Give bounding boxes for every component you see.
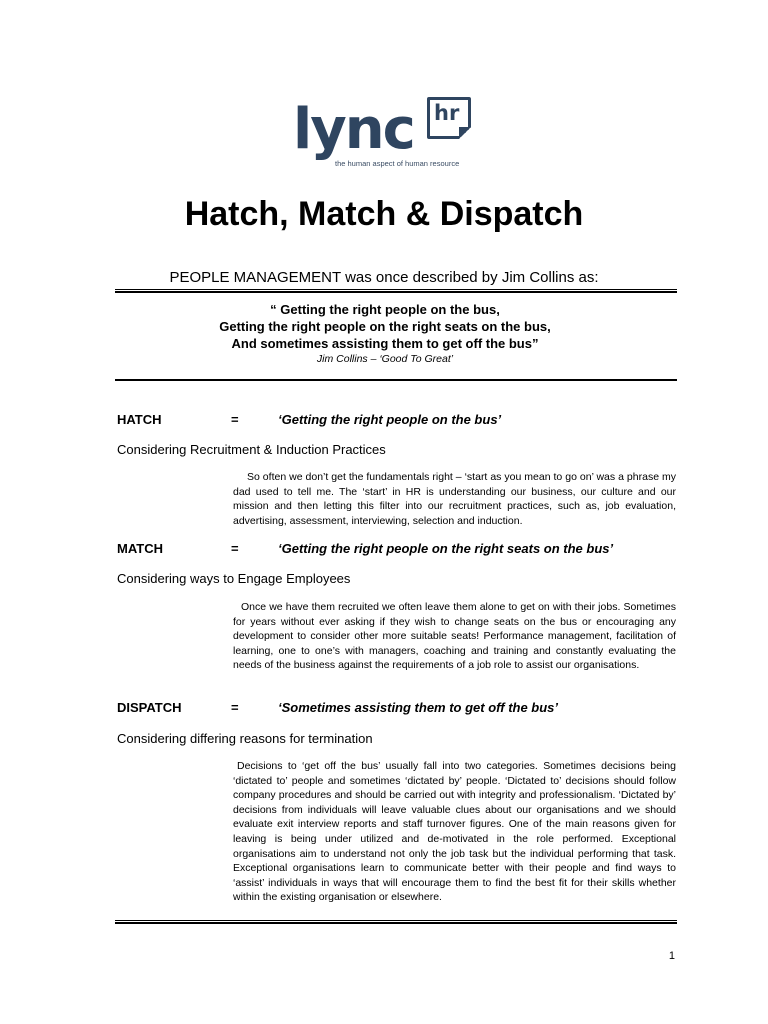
match-phrase: ‘Getting the right people on the right seats on the bus’: [278, 541, 614, 556]
match-equals: =: [231, 541, 239, 556]
quote-line-2: Getting the right people on the right seats on the bus,: [219, 319, 551, 334]
hatch-phrase: ‘Getting the right people on the bus’: [278, 412, 502, 427]
document-subtitle: PEOPLE MANAGEMENT was once described by Jim Collins as:: [169, 269, 599, 286]
quote-line-3: And sometimes assisting them to get off the bus”: [231, 336, 539, 351]
dispatch-considering: Considering differing reasons for termination: [117, 731, 373, 746]
quote-line-1: “ Getting the right people on the bus,: [270, 302, 500, 317]
logo-hr-badge: [427, 97, 471, 139]
quote-attribution: Jim Collins – ‘Good To Great’: [316, 353, 454, 365]
hatch-label: HATCH: [117, 412, 162, 427]
dispatch-label: DISPATCH: [117, 700, 182, 715]
match-label: MATCH: [117, 541, 163, 556]
quote-top-rule: [115, 289, 677, 293]
match-paragraph: Once we have them recruited we often leave them alone to get on with their jobs. Sometimes for years without ever asking if they wish to change seats on the bus or encouraging any development to consider other more suitable seats! Performance management, facilitation of learning, one to one’s with managers, coaching and training and constantly evaluating the needs of the business against the requirements of a job role to assist our organisations.: [233, 601, 676, 672]
logo-tagline: the human aspect of human resource: [335, 159, 460, 168]
dispatch-equals: =: [231, 700, 239, 715]
logo-page-fold-icon: [459, 127, 471, 139]
page-number: 1: [668, 950, 675, 962]
bottom-rule: [115, 920, 677, 924]
dispatch-paragraph: Decisions to ‘get off the bus’ usually fall into two categories. Sometimes decisions being ‘dictated to’ people and sometimes ‘dictated by’ people. ‘Dictated to’ decisions should follow company procedures and should be carried out with integrity and professionalism. ‘Dictated by’ decisions from individuals will leave valuable clues about our organisations and we should evaluate exit interview reports and staff turnover figures. One of the main reasons given for leaving is being under utilized and de-motivated in the role performed. Exceptional organisations aim to understand not only the job task but the individual performing that task. Exceptional organisations learn to communicate better with their people and find ways to ‘assist’ individuals in ways that will encourage them to find the best fit for their skills whether within the existing organisation or elsewhere.: [233, 760, 676, 904]
match-considering: Considering ways to Engage Employees: [117, 571, 351, 586]
hatch-paragraph: So often we don’t get the fundamentals right – ‘start as you mean to go on’ was a phrase my dad used to tell me. The ‘start’ in HR is understanding our business, our culture and our mission and then letting this filter into our recruitment practices, such as, job evaluation, advertising, assessment, interviewing, selection and induction.: [233, 471, 676, 527]
quote-bottom-rule: [115, 379, 677, 381]
hatch-considering: Considering Recruitment & Induction Practices: [117, 442, 386, 457]
hatch-equals: =: [231, 412, 239, 427]
logo-hr-text: hr: [434, 101, 460, 125]
quote-block: [115, 301, 655, 352]
logo-wordmark: lync: [293, 97, 414, 162]
dispatch-phrase: ‘Sometimes assisting them to get off the bus’: [278, 700, 559, 715]
lynchr-logo: [293, 97, 493, 175]
document-title: Hatch, Match & Dispatch: [184, 195, 584, 233]
